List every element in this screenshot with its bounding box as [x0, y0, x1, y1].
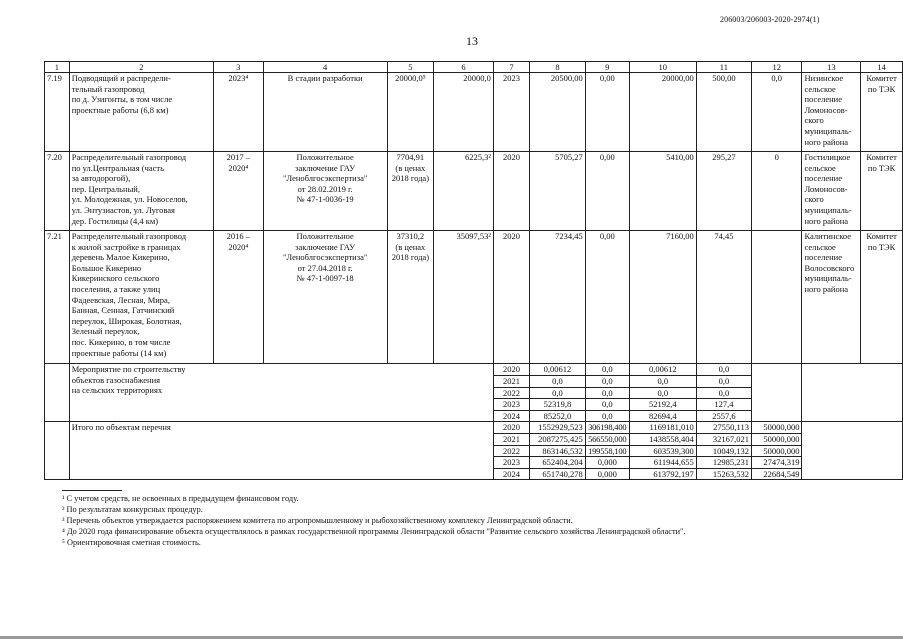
document-id: 206003/206003-2020-2974(1) [720, 15, 820, 24]
recipient: Калитинское сельское поселение Волосовского муниципаль- ного района [802, 231, 861, 364]
measures-total: 52319,8 [530, 399, 586, 411]
regional-budget: 5410,00 [629, 152, 696, 231]
measures-local: 2557,6 [696, 410, 751, 422]
total-amount: 7234,45 [530, 231, 586, 364]
measures-local: 0,0 [696, 364, 751, 376]
row-number: 7.19 [45, 73, 70, 152]
totals-label: Итого по объектам перечня [69, 422, 493, 480]
footnotes [62, 490, 686, 549]
column-header: 3 [213, 62, 263, 73]
column-header: 1 [45, 62, 70, 73]
column-header: 13 [802, 62, 861, 73]
table-row [45, 152, 903, 231]
recipient: Низинское сельское поселение Ломоносов- ского муниципаль- ного района [802, 73, 861, 152]
column-header: 14 [861, 62, 903, 73]
measures-regional: 82694,4 [629, 410, 696, 422]
construction-years: 2016 – 2020⁴ [213, 231, 263, 364]
other-sources: 0,0 [751, 73, 801, 152]
remaining-cost: 20000,0 [434, 73, 494, 152]
measures-local: 0,0 [696, 376, 751, 388]
totals-other: 50000,000 [751, 445, 801, 457]
totals-other: 27474,319 [751, 457, 801, 469]
measures-year: 2021 [493, 376, 529, 388]
measures-total: 0,00612 [530, 364, 586, 376]
administrator: Комитет по ТЭК [861, 231, 903, 364]
estimated-cost: 20000,0⁵ [387, 73, 433, 152]
totals-regional: 611944,655 [629, 457, 696, 469]
object-name: Распределительный газопровод по ул.Центральная (часть за автодорогой), пер. Центральный, ул. Молодежная, ул. Новоселов, ул. Энтузиастов, ул. Луговая дер. Гостилицы (4,4 км) [69, 152, 213, 231]
measures-row [45, 364, 903, 376]
estimated-cost: 7704,91 (в ценах 2018 года) [387, 152, 433, 231]
financing-year: 2020 [493, 231, 529, 364]
other-sources: 0 [751, 152, 801, 231]
column-header: 9 [585, 62, 629, 73]
totals-local: 15263,532 [696, 468, 751, 480]
federal-budget: 0,00 [585, 152, 629, 231]
measures-federal: 0,0 [585, 410, 629, 422]
totals-total: 652404,204 [530, 457, 586, 469]
footnote: ² По результатам конкурсных процедур. [62, 504, 203, 514]
regional-budget: 7160,00 [629, 231, 696, 364]
totals-year: 2024 [493, 468, 529, 480]
financing-year: 2020 [493, 152, 529, 231]
local-budget: 500,00 [696, 73, 751, 152]
local-budget: 295,27 [696, 152, 751, 231]
totals-year: 2022 [493, 445, 529, 457]
expertise-status: Положительное заключение ГАУ "Леноблгосэкспертиза" от 28.02.2019 г. № 47-1-0036-19 [263, 152, 387, 231]
measures-total: 0,0 [530, 376, 586, 388]
column-header: 2 [69, 62, 213, 73]
totals-regional: 613792,197 [629, 468, 696, 480]
expertise-status: В стадии разработки [263, 73, 387, 152]
measures-total: 0,0 [530, 387, 586, 399]
estimated-cost: 37310,2 (в ценах 2018 года) [387, 231, 433, 364]
federal-budget: 0,00 [585, 231, 629, 364]
totals-federal: 0,000 [585, 457, 629, 469]
remaining-cost: 6225,3² [434, 152, 494, 231]
expertise-status: Положительное заключение ГАУ "Леноблгосэкспертиза" от 27.04.2018 г. № 47-1-0097-18 [263, 231, 387, 364]
measures-label: Мероприятие по строительству объектов газоснабжения на сельских территориях [69, 364, 493, 422]
row-number: 7.20 [45, 152, 70, 231]
column-header: 11 [696, 62, 751, 73]
totals-local: 10049,132 [696, 445, 751, 457]
footnote: ³ Перечень объектов утверждается распоряжением комитета по агропромышленному и рыбохозяйственному комплексу Ленинградской области. [62, 515, 573, 525]
administrator: Комитет по ТЭК [861, 73, 903, 152]
totals-year: 2020 [493, 422, 529, 434]
totals-total: 651740,278 [530, 468, 586, 480]
object-name: Распределительный газопровод к жилой застройке в границах деревень Малое Кикерино, Большое Кикерино Кикеринского сельского поселения, а также улиц Фадеевская, Лесная, Мира, Банная, Сенная, Гатчинский переулок, Широкая, Болотная, Зеленый переулок, пос. Кикерино, в том числе проектные работы (14 км) [69, 231, 213, 364]
measures-federal: 0,0 [585, 399, 629, 411]
total-amount: 5705,27 [530, 152, 586, 231]
totals-regional: 1438558,404 [629, 433, 696, 445]
measures-federal: 0,0 [585, 387, 629, 399]
totals-federal: 306198,400 [585, 422, 629, 434]
totals-other: 50000,000 [751, 433, 801, 445]
measures-regional: 52192,4 [629, 399, 696, 411]
column-header: 6 [434, 62, 494, 73]
table-row [45, 73, 903, 152]
other-sources [751, 231, 801, 364]
local-budget: 74,45 [696, 231, 751, 364]
column-header: 12 [751, 62, 801, 73]
footnote: ¹ С учетом средств, не освоенных в предыдущем финансовом году. [62, 494, 299, 503]
totals-regional: 1169181,010 [629, 422, 696, 434]
totals-total: 1552929,523 [530, 422, 586, 434]
measures-federal: 0,0 [585, 364, 629, 376]
recipient: Гостилицкое сельское поселение Ломоносов- ского муниципаль- ного района [802, 152, 861, 231]
column-header: 5 [387, 62, 433, 73]
totals-regional: 603539,300 [629, 445, 696, 457]
totals-total: 863146,532 [530, 445, 586, 457]
objects-table [44, 61, 903, 480]
page-number: 13 [466, 34, 478, 48]
column-number-row [45, 62, 903, 73]
measures-federal: 0,0 [585, 376, 629, 388]
table-row [45, 231, 903, 364]
federal-budget: 0,00 [585, 73, 629, 152]
totals-local: 12985,231 [696, 457, 751, 469]
column-header: 8 [530, 62, 586, 73]
measures-local: 0,0 [696, 387, 751, 399]
totals-local: 32167,021 [696, 433, 751, 445]
measures-year: 2020 [493, 364, 529, 376]
totals-other: 50000,000 [751, 422, 801, 434]
measures-year: 2024 [493, 410, 529, 422]
total-amount: 20500,00 [530, 73, 586, 152]
totals-federal: 199558,100 [585, 445, 629, 457]
financing-year: 2023 [493, 73, 529, 152]
footnote: ⁴ До 2020 года финансирование объекта осуществлялось в рамках государственной программы Ленинградской области "Развитие сельского хозяйства Ленинградской области". [62, 526, 686, 536]
footnote-divider [62, 490, 122, 491]
measures-year: 2023 [493, 399, 529, 411]
construction-years: 2023⁴ [213, 73, 263, 152]
totals-local: 27550,113 [696, 422, 751, 434]
measures-year: 2022 [493, 387, 529, 399]
measures-regional: 0,0 [629, 376, 696, 388]
row-number: 7.21 [45, 231, 70, 364]
totals-federal: 566550,000 [585, 433, 629, 445]
measures-regional: 0,00612 [629, 364, 696, 376]
measures-local: 127,4 [696, 399, 751, 411]
administrator: Комитет по ТЭК [861, 152, 903, 231]
object-name: Подводящий и распредели- тельный газопровод по д. Узигонты, в том числе проектные работы (6,8 км) [69, 73, 213, 152]
column-header: 7 [493, 62, 529, 73]
remaining-cost: 35097,53² [434, 231, 494, 364]
column-header: 4 [263, 62, 387, 73]
measures-total: 85252,0 [530, 410, 586, 422]
totals-other: 22684,549 [751, 468, 801, 480]
totals-total: 2087275,425 [530, 433, 586, 445]
totals-year: 2021 [493, 433, 529, 445]
totals-row [45, 422, 903, 434]
construction-years: 2017 – 2020⁴ [213, 152, 263, 231]
measures-regional: 0,0 [629, 387, 696, 399]
totals-year: 2023 [493, 457, 529, 469]
totals-federal: 0,000 [585, 468, 629, 480]
footnote: ⁵ Ориентировочная сметная стоимость. [62, 537, 201, 547]
column-header: 10 [629, 62, 696, 73]
regional-budget: 20000,00 [629, 73, 696, 152]
